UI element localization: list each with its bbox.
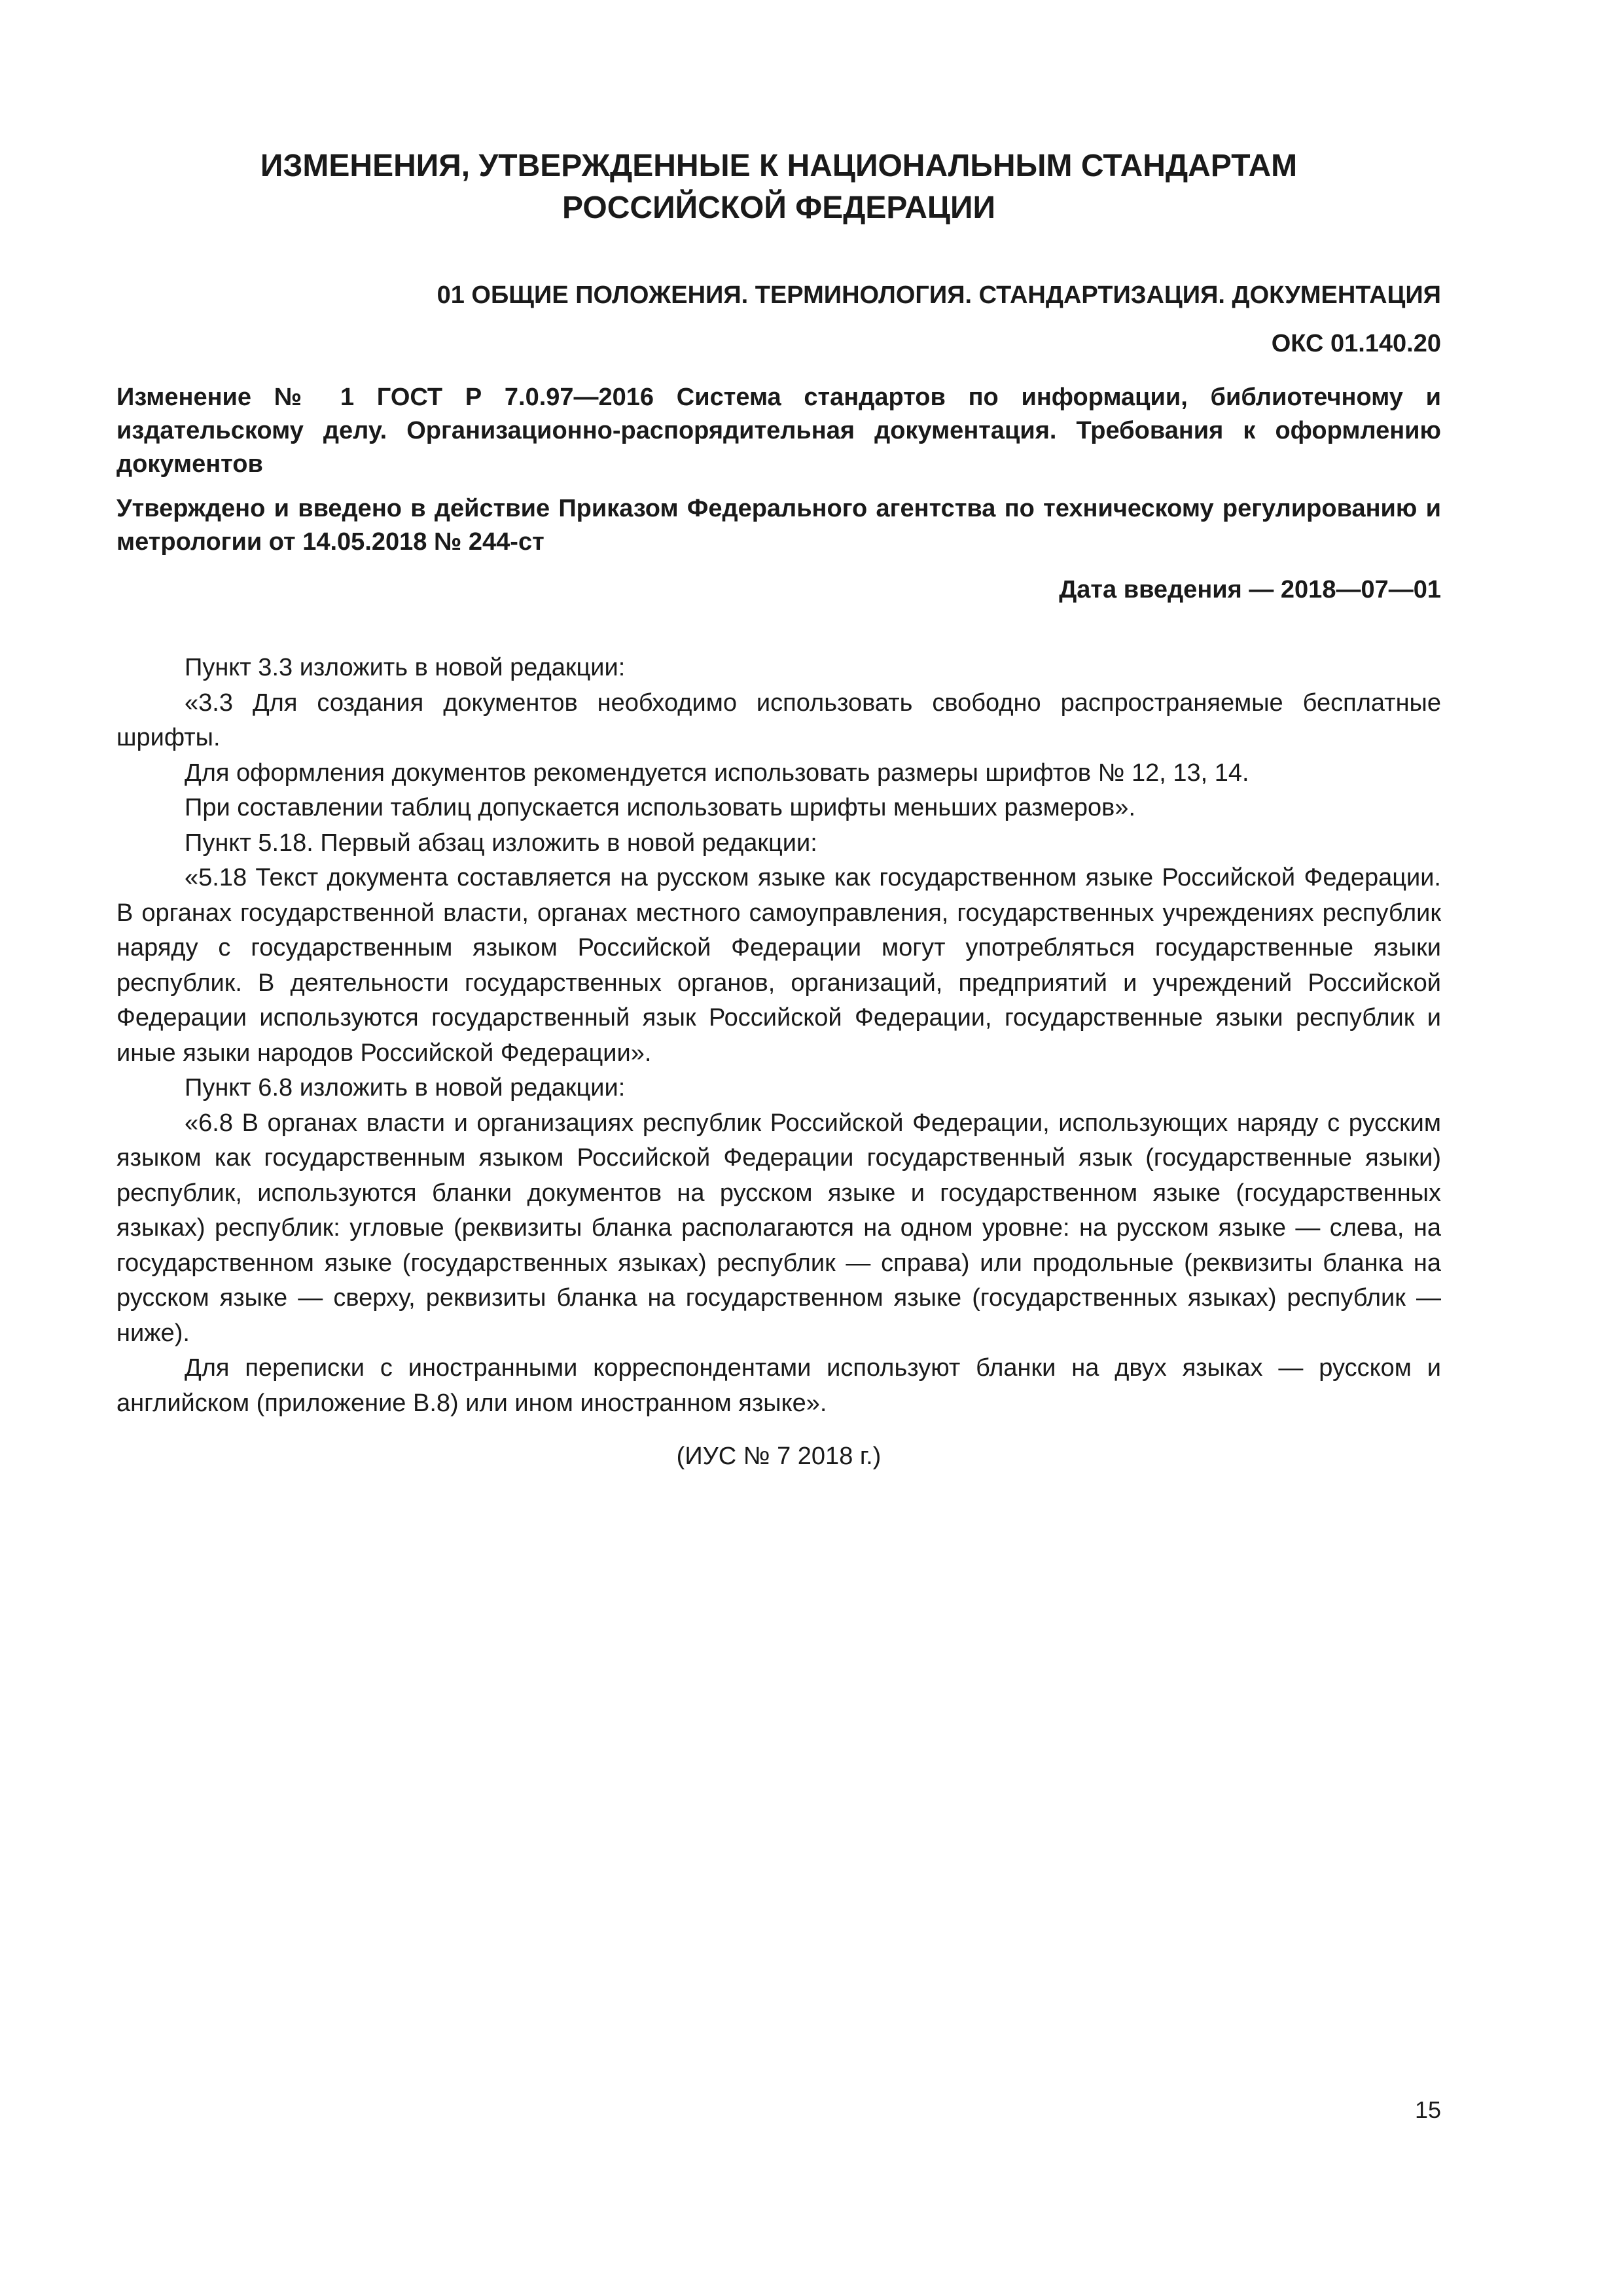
body-paragraph: Для переписки с иностранными корреспондентами используют бланки на двух языках — русском и английском (приложение В.8) или ином иностранном языке».: [116, 1354, 1441, 1417]
page-title-line-1: ИЗМЕНЕНИЯ, УТВЕРЖДЕННЫЕ К НАЦИОНАЛЬНЫМ СТАНДАРТАМ: [260, 149, 1298, 183]
body-paragraph: Для оформления документов рекомендуется использовать размеры шрифтов № 12, 13, 14.: [185, 759, 1249, 787]
ius-reference: (ИУС № 7 2018 г.): [676, 1443, 882, 1470]
body-paragraph: Пункт 6.8 изложить в новой редакции:: [185, 1074, 626, 1102]
body-paragraph: «5.18 Текст документа составляется на русском языке как государственном языке Российской Федерации. В органах государственной власти, органах местного самоуправления, государственных учреждениях республик наряду с государственным языком Российской Федерации могут употребляться государственные языки республик. В деятельности государственных органов, организаций, предприятий и учреждений Российской Федерации используются государственный язык Российской Федерации, государственные языки республик и иные языки народов Российской Федерации».: [116, 864, 1441, 1067]
body-paragraph: «6.8 В органах власти и организациях республик Российской Федерации, использующих наряду с русским языком как государственным языком Российской Федерации государственный язык (государственные языки) республик, используются бланки документов на русском языке и государственном языке (государственных языках) республик: угловые (реквизиты бланка располагаются на одном уровне: на русском языке — слева, на государственном языке (государственных языках) республик — справа) или продольные (реквизиты бланка на русском языке — сверху, реквизиты бланка на государственном языке (государственных языках) республик — ниже).: [116, 1109, 1441, 1347]
section-heading: 01 ОБЩИЕ ПОЛОЖЕНИЯ. ТЕРМИНОЛОГИЯ. СТАНДАРТИЗАЦИЯ. ДОКУМЕНТАЦИЯ: [437, 281, 1441, 309]
approval-statement: Утверждено и введено в действие Приказом Федерального агентства по техническому регулированию и метрологии от 14.05.2018 № 244-ст: [116, 495, 1441, 556]
page-number: 15: [1414, 2096, 1441, 2123]
amendment-body: [116, 651, 1441, 1421]
oks-code: ОКС 01.140.20: [1271, 330, 1441, 357]
body-paragraph: Пункт 5.18. Первый абзац изложить в новой редакции:: [185, 829, 817, 857]
change-title: Изменение № 1 ГОСТ Р 7.0.97—2016 Система стандартов по информации, библиотечному и издательскому делу. Организационно-распорядительная документация. Требования к оформлению документов: [116, 384, 1441, 478]
body-paragraph: При составлении таблиц допускается использовать шрифты меньших размеров».: [185, 794, 1135, 821]
body-paragraph: «3.3 Для создания документов необходимо использовать свободно распространяемые бесплатные шрифты.: [116, 689, 1441, 751]
body-paragraph: Пункт 3.3 изложить в новой редакции:: [185, 654, 626, 681]
page-title: [116, 145, 1441, 229]
effective-date: Дата введения — 2018—07—01: [1059, 576, 1441, 603]
page-title-line-2: РОССИЙСКОЙ ФЕДЕРАЦИИ: [562, 190, 995, 225]
